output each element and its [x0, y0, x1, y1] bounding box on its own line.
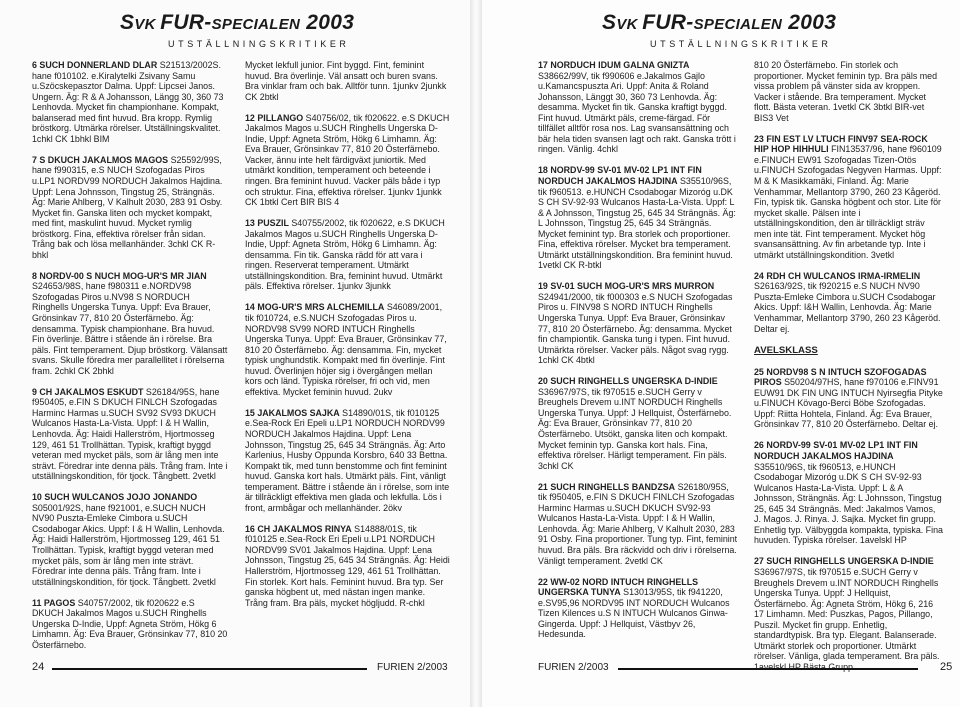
- critique-entry: [754, 367, 944, 430]
- entry-heading: 18 NORDV-99 SV-01 MV-02 LP1 INT FIN NORDUCH JAKALMOS HAJDINA: [538, 165, 702, 186]
- left-footer-rule: [52, 668, 367, 670]
- entry-text: S50204/97HS, hane f970106 e.FINV91 EUW91 DK FIN UNG INTUCH Nyirsegfia Pityke u.FINUCH Kövago-Berci Böbe Szofogadas. Uppf: Riitta Hohtela, Finland. Äg: Eva Brauer, Grönsinkav 77, 810 20 Österfärnebo. Deltar ej.: [754, 377, 943, 430]
- entry-text: S26163/92S, tik f920215 e.S NUCH NV90 Puszta-Emleke Cimbora u.SUCH Csodabogar Akics. Uppf: I&H Wallin, Lenhovda. Äg: Marie Venhammar, Mellantorp 3790, 260 23 Kågeröd. Deltar ej.: [754, 281, 941, 334]
- critique-entry: [32, 598, 228, 651]
- entry-heading: 27 SUCH RINGHELLS UNGERSKA D-INDIE: [754, 556, 934, 567]
- right-footer-rule: [618, 668, 918, 670]
- entry-text: S25592/99S, hane f990315, e.S NUCH Szofogadas Piros u.LP1 NORDV99 NORDUCH Jakalmos Hajdina. Uppf: Lena Johnsson, Tingstug 25, Strängnäs. Äg: Marie Ahlberg, V Kalhult 2030, 283 91 Osby. Mycket fin. Ganska liten och mycket kompakt, med fint, maskulint huvud. Mycket rymlig bröstkorg. Fina, effektiva rörelser från sidan. Trång bak och lösa mellanhänder. 3chkl CK R-bhkl: [32, 154, 223, 260]
- book-gutter: [470, 0, 482, 707]
- critique-entry: [538, 60, 738, 155]
- left-page-number: 24: [32, 661, 45, 673]
- entry-heading: 10 SUCH WULCANOS JOJO JONANDO: [32, 492, 198, 503]
- left-header-subtitle: UTSTÄLLNINGSKRITIKER: [168, 39, 350, 49]
- critique-entry: [245, 302, 450, 397]
- entry-heading: 16 CH JAKALMOS RINYA: [245, 523, 352, 534]
- entry-heading: 15 JAKALMOS SAJKA: [245, 407, 340, 418]
- entry-heading: 21 SUCH RINGHELLS BANDZSA: [538, 481, 676, 492]
- right-header-title: SVK FUR-SPECIALEN 2003: [602, 11, 837, 34]
- critique-entry: [538, 376, 738, 471]
- entry-heading: 25 NORDV98 S N INTUCH SZOFOGADAS PIROS: [754, 366, 927, 388]
- entry-text: S05001/92S, hane f921001, e.SUCH NUCH NV90 Puszta-Emleke Cimbora u.SUCH Csodabogar Akics. Uppf: I & H Wallin, Lenhovda. Äg: Haidi Hallerström, Hjortmosseg 129, 461 51 Trollhättan. Typisk, kraftigt byggd veteran med mycket päls, som är lång men inte strävt. Föredrar inte denna päls. Trång fram. Inte i utställningskondition, för tjock. Tångbett. 2vetkl: [32, 502, 225, 587]
- column-4: [754, 60, 944, 683]
- entry-text: 810 20 Österfärnebo. Fin storlek och proportioner. Mycket feminin typ. Bra päls med vissa problem på vänster sida av kroppen. Vacker i stående. Bra temperament. Mycket flott. Bästa veteran. 1vetkl CK 3btkl BIR-vet BIS3 Vet: [754, 60, 938, 123]
- entry-heading: 13 PUSZIL: [245, 218, 289, 229]
- critique-entry: [754, 556, 944, 672]
- entry-text: S14888/01S, tik f010125 e.Sea-Rock Eri Epeli u.LP1 NORDUCH NORDV99 SV01 Jakalmos Hajdina. Uppf: Lena Johnsson, Tingstug 25, 645 34 Strängnäs. Äg: Heidi Hallerström, Hjortmosseg 129, 461 51 Trollhättan. Fin storlek. Kort hals. Feminint huvud. Bra typ. Ser ganska högbent ut, med nästan ingen manke. Trång fram. Bra päls, mycket högljudd. R-chkl: [245, 523, 450, 608]
- entry-text: S46089/2001, tik f010724, e.S.NUCH Szofogadas Piros u. NORDV98 SV99 NORD INTUCH Ringhells Ungerska Tunya. Uppf: Eva Brauer, Grönsinkav 77, 810 20 Österfärnebo. Äg: densamma. Fin, mycket typisk unghundstik. Kompakt med fin överlinje. Fint huvud. Överlinjen höjer sig i övergången mellan kors och länd. Typiska rörelser, fri och vid, men effektiva. Mycket feminin huvud. 2ukv: [245, 302, 447, 397]
- section-heading: AVELSKLASS: [754, 344, 818, 356]
- entry-text: S40755/2002, tik f020622, e.S DKUCH Jakalmos Magos u.SUCH Ringhells Ungerska D-Indie, Uppf: Agneta Ström, Hökg 6 Limhamn. Äg: densamma. Fin tik. Ganska rädd för att vara i ringen. Reserverat temperament. Utmärkt utställningskondition. Bra, feminint huvud. Utmärkt päls. Effektiva rörelser. 1junkv 3junkk: [245, 218, 445, 292]
- entry-text: S36967/97S, tik f970515 e.SUCH Gerry v Breughels Drevem u.INT NORDUCH Ringhells Ungerska Tunya. Uppf: J Hellquist, Österfärnebo. Äg: Eva Brauer, Grönsinkav 77, 810 20 Österfärnebo. Utsökt, ganska liten och kompakt. Mycket feminin typ. Ganska kort hals. Fina, effektiva rörelser. Härligt temperament. Fin päls. 3chkl CK: [538, 386, 732, 471]
- entry-text: S24653/98S, hane f980311 e.NORDV98 Szofogadas Piros u.NV98 S NORDUCH Ringhells Ungerska Tunya. Uppf: Eva Brauer, Grönsinkav 77, 810 20 Österfärnebo. Äg: densamma. Typisk championhane. Bra huvud. Fin överlinje. Bättre i stående än i rörelse. Bra päls. Fint temperament. Djup bröstkorg. Välansatt svans. Skulle föredra mer parallellitet i rörelserna fram. 2chkl CK 2bhkl: [32, 281, 228, 376]
- left-page-header: [120, 12, 354, 49]
- entry-text: S26180/95S, tik f950405, e.FIN S DKUCH FINLCH Szofogadas Harminc Harmas u.SUCH DKUCH SV92-93 Wulcanos Hasta-La-Vista. Uppf: I & H Wallin, Lenhovda. Äg: Marie Ahlberg, V Kalhult 2030, 283 91 Osby. Fina proportioner. Tung typ. Fint, feminint huvud. Bra päls. Bra räckvidd och driv i rörelserna. Vänligt temperament. 2vetkl CK: [538, 481, 738, 566]
- entry-heading: 12 PILLANGO: [245, 112, 304, 123]
- entry-text: FIN13537/96, hane f960109 e.FINUCH EW91 Szofogadas Tizen-Otös u.FINUCH Szofogadas Negyven Harmas. Uppf: M & K Masikkamäki, Finland. Äg: Marie Venhammar, Mellantorp 3790, 260 23 Kågeröd. Fin, typisk tik. Ganska högbent och stor. Lite för mycket skalle. Pälsen inte i utställningskondition, den är tillräckligt sträv men inte tät. Fint temperament. Mycket hög svansansättning. Av fin arbetande typ. Inte i utmärkt utställningskondition. 3vetkl: [754, 144, 942, 260]
- entry-heading: 9 CH JAKALMOS ESKUDT: [32, 386, 144, 397]
- left-header-title: SVK FUR-SPECIALEN 2003: [120, 11, 355, 34]
- entry-heading: 23 FIN EST LV LTUCH FINV97 SEA-ROCK HIP HOP HIHHULI: [754, 133, 928, 155]
- entry-text: S40756/02, tik f020622. e.S DKUCH Jakalmos Magos u.SUCH Ringhells Ungerska D-Indie, Uppf: Agneta Ström, Hökg 6 Limhamn. Äg: Eva Brauer, Grönsinkav 77, 810 20 Österfärnebo. Vacker, ännu inte helt färdigväxt juniortik. Med utmärkt kondition, temperament och beteende i ringen. Bra feminint huvud. Vacker päls både i typ och struktur. Fina, effektiva rörelser. 1junkv 1junkk CK 1btkl Cert BIR BIS 4: [245, 112, 450, 208]
- left-page: [0, 0, 470, 707]
- critique-entry: [754, 440, 944, 545]
- critique-entry: [32, 387, 228, 482]
- entry-text: S36967/97S, tik f970515 e.SUCH Gerry v Breughels Drevem u.INT NORDUCH Ringhells Ungerska Tunya. Uppf: J Hellquist, Österfärnebo. Äg: Agneta Ström, Hökg 6, 216 17 Limhamn. Med: Puszkas, Pagos, Pillango, Puszil. Mycket fin grupp. Enhetlig, standardtypisk. Bra typ. Elegant. Balanserade. Utmärkt storlek och proportioner. Utmärkt rörelser. Vänliga, glada temperament. Bra päls. 1avelskl HP Bästa Grupp: [754, 566, 940, 672]
- entry-heading: 19 SV-01 SUCH MOG-UR'S MRS MURRON: [538, 281, 715, 292]
- right-page: [482, 0, 960, 707]
- critique-entry: [32, 60, 228, 144]
- entry-text: S24941/2000, tik f000303 e.S NUCH Szofogadas Piros u. FINV98 S NORD INTUCH Ringhells Ungerska Tunya. Uppf: Eva Brauer, Grönsinkav 77, 810 20 Österfärnebo. Äg: densamma. Mycket fin championtik. Ganska tung i typen. Fint huvud. Utmärkta rörelser. Vacker päls. Något svag rygg. 1chkl CK 4btkl: [538, 291, 733, 366]
- critique-entry: [245, 113, 450, 208]
- entry-heading: 11 PAGOS: [32, 597, 76, 608]
- column-1: [32, 60, 228, 661]
- entry-text: S38662/99V, tik f990606 e.Jakalmos Gajlo u.Kamancspuszta Ari. Uppf: Anita & Roland Johansson, Länggt 30, 360 73 Lenhovda. Äg: desamma. Mycket fin tik. Ganska kraftigt byggd. Fint huvud. Utmärkt päls, creme-färgad. För tillfället alltför rosa nos. Lag svansansättning och bär hela tiden svansen lagt och rakt. Ganska trött i ringen. Vänlig. 4chkl: [538, 70, 736, 155]
- entry-heading: 24 RDH CH WULCANOS IRMA-IRMELIN: [754, 270, 921, 281]
- critique-entry: [32, 492, 228, 587]
- critique-entry: [32, 271, 228, 376]
- entry-heading: 17 NORDUCH IDUM GALNA GNIZTA: [538, 60, 690, 70]
- right-header-subtitle: UTSTÄLLNINGSKRITIKER: [650, 39, 832, 49]
- critique-entry: [245, 408, 450, 513]
- entry-heading: 6 SUCH DONNERLAND DLAR: [32, 60, 158, 70]
- entry-text: Mycket lekfull junior. Fint byggd. Fint, feminint huvud. Bra överlinje. Väl ansatt och buren svans. Bra vinklar fram och bak. Alltför tunn. 1junkv 2junkk CK 2btkl: [245, 60, 447, 102]
- entry-text: S40757/2002, tik f020622 e.S DKUCH Jakalmos Magos u.SUCH Ringhells Ungerska D-Indie, Uppf: Agneta Ström, Hökg 6 Limhamn. Äg: Eva Brauer, Grönsinkav 77, 810 20 Österfärnebo.: [32, 597, 228, 650]
- critique-entry: [538, 482, 738, 566]
- entry-heading: 20 SUCH RINGHELLS UNGERSKA D-INDIE: [538, 376, 718, 387]
- critique-entry: [754, 60, 944, 123]
- critique-entry: [538, 281, 738, 365]
- entry-text: S13013/95S, tik f941220, e.SV95,96 NORDV95 INT NORDUCH Wulcanos Tizen Kilences u.S N INTUCH Wulcanos Ginwa-Gingerda. Uppf: J Hellquist, Västbyv 26, Hedesunda.: [538, 587, 730, 640]
- entry-heading: 8 NORDV-00 S NUCH MOG-UR'S MR JIAN: [32, 270, 207, 281]
- left-footer-magazine: FURIEN 2/2003: [377, 662, 448, 673]
- right-page-header: [602, 12, 836, 49]
- column-2: [245, 60, 450, 619]
- right-footer-magazine: FURIEN 2/2003: [538, 662, 609, 673]
- entry-text: S35510/96S, tik f960513, e.HUNCH Csodabogar Mizoróg u.DK S CH SV-92-93 Wulcanos Hasta-La-Vista. Uppf: L & A Johnsson, Strängnäs. Äg: L Johnsson, Tingstug 25, 645 34 Strängnäs. Med: Jakalmos Vamos, J. Magos. J. Rinya. J. Sajka. Mycket fin grupp. Enhetlig typ. Välbyggda kompakta, typiska. Fina huvuden. Typiska rörelser. 1avelskl HP: [754, 461, 943, 546]
- entry-text: S26184/95S, hane f950405, e.FIN S DKUCH FINLCH Szofogadas Harminc Harmas u.SUCH SV92 SV93 DKUCH Wulcanos Hasta-La-Vista. Uppf: I & H Wallin, Lenhovda. Äg: Haidi Hallerström, Hjortmosseg 129, 461 51 Trollhättan. Typisk, kraftigt byggd veteran med mycket päls, som är lång men inte strävt. Föredrar inte denna päls. Trång fram. Inte i utställningskondition, för tjock. Tångbett. 2vetkl: [32, 386, 228, 482]
- column-3: [538, 60, 738, 650]
- critique-entry: [754, 345, 944, 357]
- critique-entry: [245, 524, 450, 608]
- entry-text: S14890/01S, tik f010125 e.Sea-Rock Eri Epeli u.LP1 NORDUCH NORDV99 NORDUCH Jakalmos Hajdina. Uppf: Lena Johnsson, Tingstug 25, 645 34 Strängnäs. Äg: Arto Karlenius, Husby Oppunda Korsbro, 640 33 Bettna. Kompakt tik, med tunn benstomme och fint feminint huvud. Ganska kort hals. Utmärkt päls. Fint, vänligt temperament. Bättre i stående än i rörelse, som inte är tillräckligt effektiva men glada och lekfulla. Lös i front, armbågar och mellanhänder. 2ökv: [245, 407, 450, 513]
- entry-text: S21513/2002S. hane f010102. e.Kiralytelki Zsivany Samu u.Szöcskepasztor Dalma. Uppf: Lipcsei Janos. Ungern. Äg: R & A Johansson, Längg 30, 360 73 Lenhovda. Mycket fin championhane. Kompakt, balanserad med fint huvud. Bra kropp. Rymlig bröstkorg. Utmärka rörelser. Utställningskvalitet. 1chkl CK 1bhkl BIM: [32, 60, 224, 144]
- entry-heading: 26 NORDV-99 SV-01 MV-02 LP1 INT FIN NORDUCH JAKALMOS HAJDINA: [754, 440, 918, 461]
- entry-text: S35510/96S, tik f960513. e.HUNCH Csodabogar Mizoróg u.DK S CH SV-92-93 Wulcanos Hasta-La-Vista. Uppf: L & A Johnsson, Tingstug 25, 645 34 Strängnäs. Äg: L Johnsson, Tingstug 25, 645 34 Strängnäs. Mycket feminint typ. Bra storlek och proportioner. Fina, effektiva rörelser. Mycket bra temperament. Utmärkt utställningskondition. Bra feminint huvud. 1vetkl CK R-btkl: [538, 175, 736, 271]
- critique-entry: [245, 60, 450, 102]
- critique-entry: [754, 134, 944, 261]
- critique-entry: [754, 271, 944, 334]
- entry-heading: 7 S DKUCH JAKALMOS MAGOS: [32, 154, 169, 165]
- critique-entry: [32, 155, 228, 260]
- critique-entry: [538, 577, 738, 640]
- critique-entry: [538, 165, 738, 270]
- entry-heading: 14 MOG-UR'S MRS ALCHEMILLA: [245, 302, 385, 313]
- critique-entry: [245, 218, 450, 292]
- right-page-number: 25: [940, 661, 953, 673]
- entry-heading: 22 WW-02 NORD INTUCH RINGHELLS UNGERSKA TUNYA: [538, 576, 699, 598]
